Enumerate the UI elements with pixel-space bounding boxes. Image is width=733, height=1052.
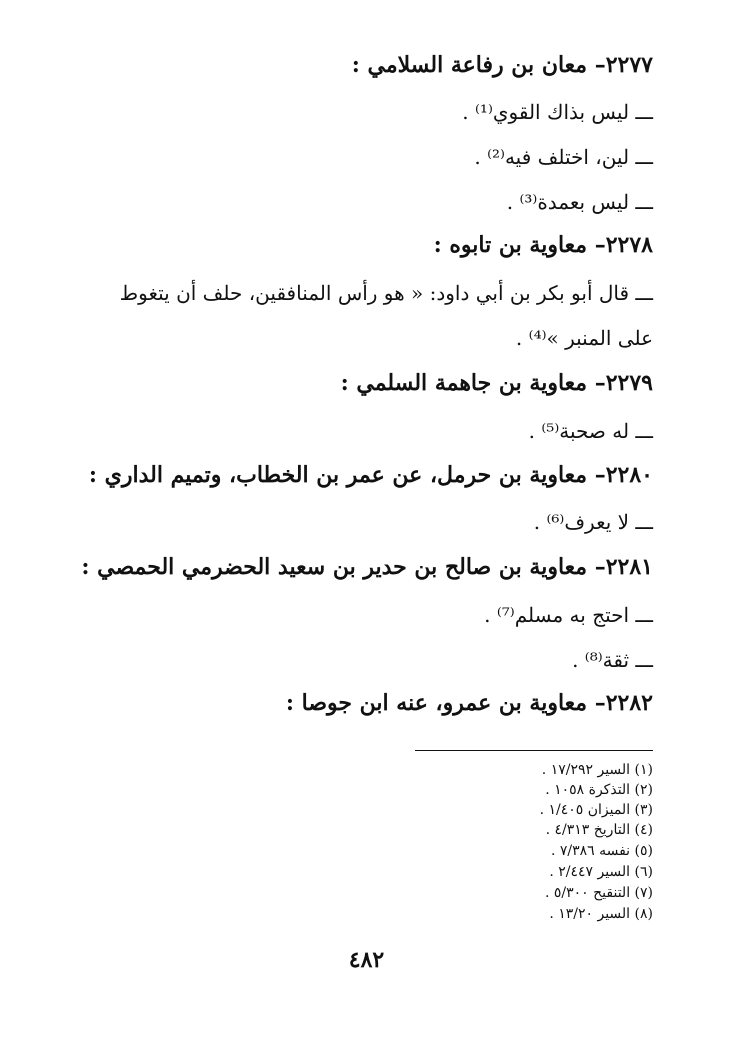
- entry-2278-item-2: على المنبر »⁽⁴⁾ .: [515, 326, 653, 350]
- entry-2279-item-1: ـــ له صحبة⁽⁵⁾ .: [528, 419, 653, 443]
- footnote-5: (٥) نفسه ٧/٣٨٦ .: [550, 843, 653, 859]
- entry-2281-item-1: ـــ احتج به مسلم⁽⁷⁾ .: [484, 603, 653, 627]
- footnote-1: (١) السير ١٧/٢٩٢ .: [541, 762, 653, 778]
- entry-2281-item-2: ـــ ثقة⁽⁸⁾ .: [572, 648, 653, 672]
- entry-2278-item-1: ـــ قال أبو بكر بن أبي داود: « هو رأس المنافقين، حلف أن يتغوط: [119, 281, 653, 305]
- entry-2277-item-1: ـــ ليس بذاك القوي⁽¹⁾ .: [462, 100, 653, 124]
- footnote-2: (٢) التذكرة ١٠٥٨ .: [545, 782, 653, 798]
- page-number: ٤٨٢: [348, 947, 385, 973]
- entry-2278-heading: ٢٢٧٨– معاوية بن تابوه :: [433, 232, 653, 258]
- footnote-4: (٤) التاريخ ٤/٣١٣ .: [545, 822, 653, 838]
- entry-2280-heading: ٢٢٨٠– معاوية بن حرمل، عن عمر بن الخطاب، وتميم الداري :: [88, 462, 653, 488]
- footnote-6: (٦) السير ٢/٤٤٧ .: [549, 864, 653, 880]
- entry-2282-heading: ٢٢٨٢– معاوية بن عمرو، عنه ابن جوصا :: [285, 690, 653, 716]
- footnote-3: (٣) الميزان ١/٤٠٥ .: [539, 802, 653, 818]
- footnote-7: (٧) التنقيح ٥/٣٠٠ .: [544, 885, 653, 901]
- entry-2281-heading: ٢٢٨١– معاوية بن صالح بن حدير بن سعيد الحضرمي الحمصي :: [81, 554, 653, 580]
- entry-2280-item-1: ـــ لا يعرف⁽⁶⁾ .: [533, 510, 653, 534]
- entry-2277-heading: ٢٢٧٧– معان بن رفاعة السلامي :: [351, 52, 653, 78]
- footnote-8: (٨) السير ١٣/٢٠ .: [549, 906, 653, 922]
- entry-2277-item-2: ـــ لين، اختلف فيه⁽²⁾ .: [474, 145, 653, 169]
- entry-2279-heading: ٢٢٧٩– معاوية بن جاهمة السلمي :: [340, 370, 653, 396]
- entry-2277-item-3: ـــ ليس بعمدة⁽³⁾ .: [506, 190, 653, 214]
- footnote-divider: [415, 750, 653, 751]
